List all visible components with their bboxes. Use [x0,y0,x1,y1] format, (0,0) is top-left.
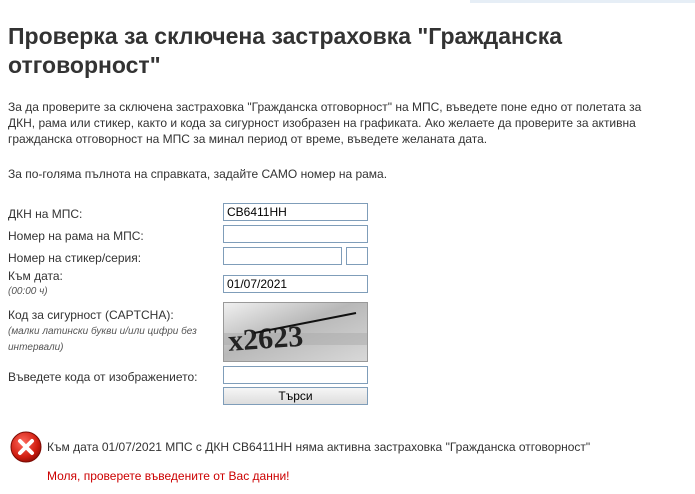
dkn-input[interactable] [223,203,368,221]
date-label: Към дата: [8,269,63,283]
sticker-label: Номер на стикер/серия: [8,251,142,265]
vin-input[interactable] [223,225,368,243]
error-x-icon [10,431,42,463]
sticker-input[interactable] [223,247,342,265]
intro-text [8,99,695,147]
top-border-strip [470,0,695,3]
result-warning: Моля, проверете въведените от Вас данни! [47,469,290,483]
intro-line: ДКН, рама или стикер, както и кода за сигурност изобразен на графиката. Ако желаете да проверите за активна [8,116,636,130]
captcha-label: Код за сигурност (CAPTCHA): [8,308,174,322]
page-title: Проверка за сключена застраховка "Гражданска отговорност" [8,23,562,78]
result-message: Към дата 01/07/2021 МПС с ДКН CB6411HH няма активна застраховка "Гражданска отговорност" [47,440,591,454]
intro-line: За да проверите за сключена застраховка "Гражданска отговорност" на МПС, въведете поне едно от полетата за [8,100,642,114]
captcha-sublabel-2: интервали) [8,342,64,353]
code-label: Въведете кода от изображението: [8,370,198,384]
date-input[interactable] [223,275,368,293]
search-button[interactable]: Търси [223,387,368,405]
captcha-sublabel-1: (малки латински букви и/или цифри без [8,326,197,337]
captcha-image [223,302,368,362]
intro-line: гражданска отговорност на МПС за минал период от време, въведете желаната дата. [8,132,488,146]
dkn-label: ДКН на МПС: [8,207,83,221]
captcha-graphic [224,303,367,361]
captcha-text: x2623 [227,319,305,358]
sticker-series-input[interactable] [346,247,368,265]
captcha-code-input[interactable] [223,366,368,384]
vin-label: Номер на рама на МПС: [8,229,144,243]
date-sublabel: (00:00 ч) [8,286,48,297]
vin-hint: За по-голяма пълнота на справката, задайте САМО номер на рама. [8,167,388,181]
